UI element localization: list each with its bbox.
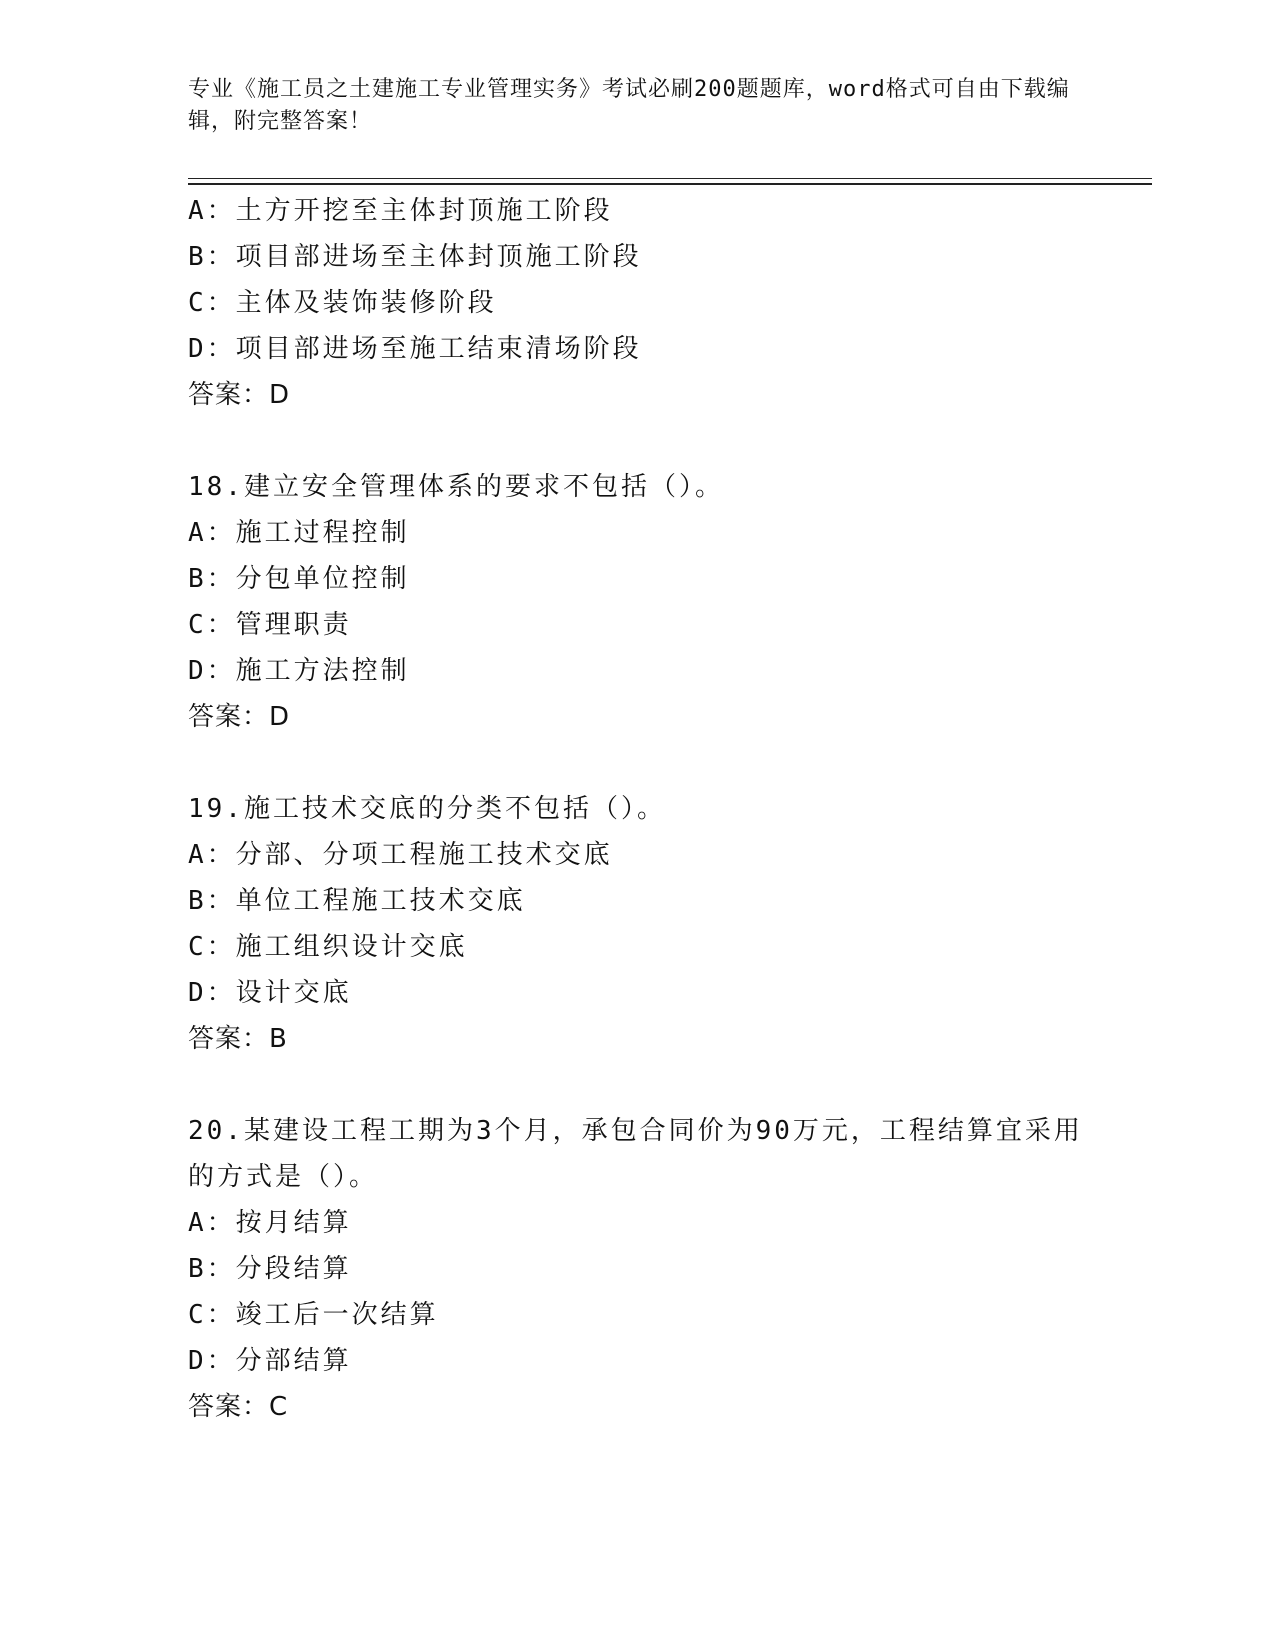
document-header: 专业《施工员之土建施工专业管理实务》考试必刷200题题库，word格式可自由下载编辑，附完整答案！ xyxy=(188,77,1070,134)
spacer xyxy=(188,418,1088,464)
option-d: D：设计交底 xyxy=(188,978,352,1008)
option-b: B：项目部进场至主体封顶施工阶段 xyxy=(188,242,642,272)
option-b: B：单位工程施工技术交底 xyxy=(188,886,526,916)
option-a: A：按月结算 xyxy=(188,1208,352,1238)
option-a: A：土方开挖至主体封顶施工阶段 xyxy=(188,196,613,226)
option-d: D：施工方法控制 xyxy=(188,656,410,686)
answer: 答案：D xyxy=(188,380,291,410)
question-20 xyxy=(188,1108,1088,1430)
answer: 答案：C xyxy=(188,1392,289,1422)
answer: 答案：D xyxy=(188,702,291,732)
header-divider-thin xyxy=(188,178,1152,179)
option-b: B：分包单位控制 xyxy=(188,564,410,594)
spacer xyxy=(188,1062,1088,1108)
option-b: B：分段结算 xyxy=(188,1254,352,1284)
question-18 xyxy=(188,464,1088,740)
option-c: C：主体及装饰装修阶段 xyxy=(188,288,497,318)
spacer xyxy=(188,740,1088,786)
option-c: C：施工组织设计交底 xyxy=(188,932,468,962)
question-text: 20.某建设工程工期为3个月，承包合同价为90万元，工程结算宜采用的方式是（）。 xyxy=(188,1116,1083,1192)
option-c: C：管理职责 xyxy=(188,610,352,640)
question-text: 18.建立安全管理体系的要求不包括（）。 xyxy=(188,472,724,502)
question-19 xyxy=(188,786,1088,1062)
question-text: 19.施工技术交底的分类不包括（）。 xyxy=(188,794,666,824)
answer: 答案：B xyxy=(188,1024,288,1054)
option-a: A：施工过程控制 xyxy=(188,518,410,548)
header-divider-thick xyxy=(188,183,1152,185)
option-d: D：项目部进场至施工结束清场阶段 xyxy=(188,334,642,364)
question-17 xyxy=(188,188,1088,418)
option-a: A：分部、分项工程施工技术交底 xyxy=(188,840,613,870)
option-c: C：竣工后一次结算 xyxy=(188,1300,439,1330)
question-list xyxy=(188,188,1088,1430)
option-d: D：分部结算 xyxy=(188,1346,352,1376)
